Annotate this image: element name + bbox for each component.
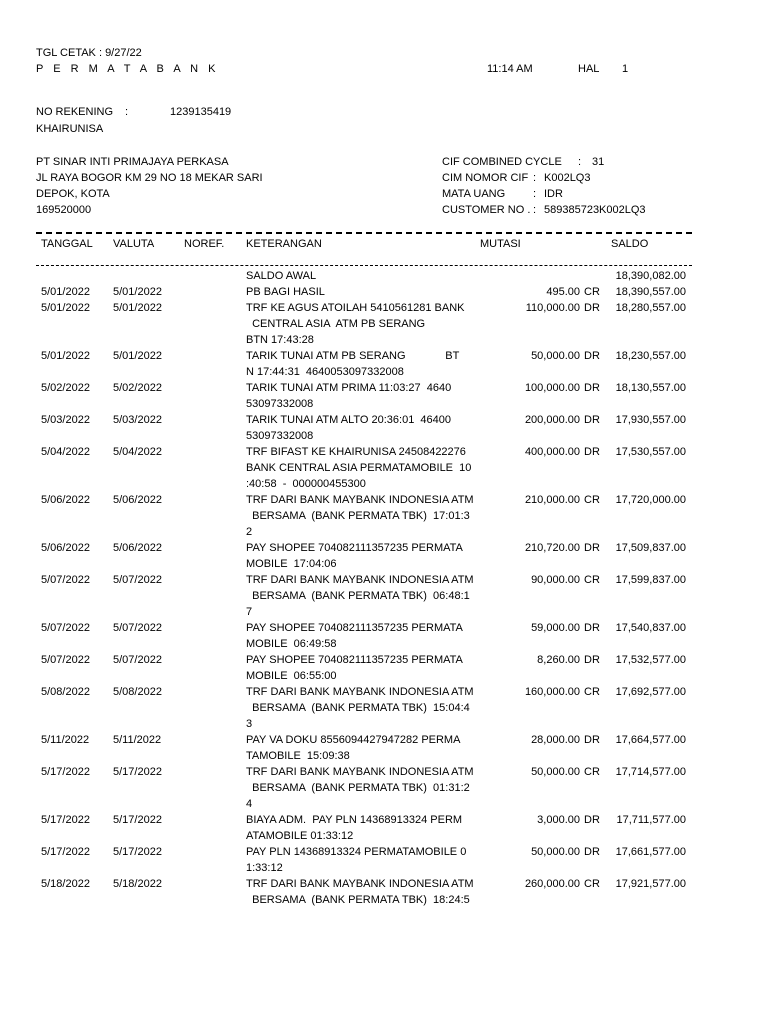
tanggal-cell: 5/17/2022 [41, 766, 90, 778]
tanggal-cell: 5/17/2022 [41, 814, 90, 826]
saldo-cell: 18,130,557.00 [615, 382, 686, 394]
keterangan-line: MOBILE 17:04:06 [246, 558, 337, 570]
transaction-row [0, 876, 768, 908]
transaction-row [0, 444, 768, 492]
keterangan-line: BIAYA ADM. PAY PLN 14368913324 PERM [246, 814, 463, 826]
keterangan-line: 3 [246, 718, 253, 730]
mutasi-amount-cell: 3,000.00 [537, 814, 580, 826]
account-number-separator: : [125, 106, 129, 118]
keterangan-line: BANK CENTRAL ASIA PERMATAMOBILE 10 [246, 462, 472, 474]
keterangan-line: TRF DARI BANK MAYBANK INDONESIA ATM [246, 878, 474, 890]
mutasi-amount-cell: 210,720.00 [524, 542, 580, 554]
cim-value: K002LQ3 [544, 172, 591, 184]
mutasi-type-cell: DR [584, 542, 600, 554]
account-number-label: NO REKENING [36, 106, 114, 118]
mutasi-type-cell: DR [584, 350, 600, 362]
page-label: HAL [578, 63, 600, 75]
saldo-cell: 17,540,837.00 [615, 622, 686, 634]
mutasi-amount-cell: 59,000.00 [531, 622, 580, 634]
customer-number-value: 589385723K002LQ3 [544, 204, 646, 216]
keterangan-line: BERSAMA (BANK PERMATA TBK) 15:04:4 [246, 702, 470, 714]
saldo-cell: 17,661,577.00 [615, 846, 686, 858]
mutasi-type-cell: DR [584, 814, 600, 826]
valuta-cell: 5/03/2022 [113, 414, 162, 426]
mutasi-type-cell: DR [584, 382, 600, 394]
keterangan-cell [246, 268, 468, 284]
keterangan-line: MOBILE 06:49:58 [246, 638, 337, 650]
valuta-cell: 5/06/2022 [113, 494, 162, 506]
valuta-cell: 5/17/2022 [113, 814, 162, 826]
mutasi-type-cell: CR [584, 686, 600, 698]
mutasi-type-cell: DR [584, 734, 600, 746]
column-header-mutasi: MUTASI [480, 238, 521, 250]
keterangan-cell [246, 540, 468, 572]
valuta-cell: 5/01/2022 [113, 302, 162, 314]
transaction-row [0, 380, 768, 412]
keterangan-line: TAMOBILE 15:09:38 [246, 750, 350, 762]
valuta-cell: 5/02/2022 [113, 382, 162, 394]
mutasi-amount-cell: 90,000.00 [531, 574, 580, 586]
transaction-row [0, 412, 768, 444]
keterangan-line: BTN 17:43:28 [246, 334, 314, 346]
mutasi-type-cell: DR [584, 622, 600, 634]
saldo-cell: 17,530,557.00 [615, 446, 686, 458]
keterangan-cell [246, 492, 474, 540]
saldo-cell: 17,720,000.00 [615, 494, 686, 506]
tanggal-cell: 5/17/2022 [41, 846, 90, 858]
mutasi-amount-cell: 50,000.00 [531, 766, 580, 778]
mutasi-amount-cell: 260,000.00 [524, 878, 580, 890]
keterangan-line: TARIK TUNAI ATM PB SERANG BT [246, 350, 460, 362]
valuta-cell: 5/11/2022 [113, 734, 162, 746]
keterangan-cell [246, 764, 474, 812]
print-time: 11:14 AM [487, 63, 533, 75]
transaction-row [0, 284, 768, 300]
mutasi-amount-cell: 50,000.00 [531, 350, 580, 362]
keterangan-line: MOBILE 06:55:00 [246, 670, 337, 682]
tanggal-cell: 5/06/2022 [41, 494, 90, 506]
keterangan-line: BERSAMA (BANK PERMATA TBK) 06:48:1 [246, 590, 470, 602]
keterangan-line: PAY VA DOKU 8556094427947282 PERMA [246, 734, 461, 746]
keterangan-line: 1:33:12 [246, 862, 283, 874]
transaction-row [0, 652, 768, 684]
mutasi-amount-cell: 160,000.00 [524, 686, 580, 698]
tanggal-cell: 5/07/2022 [41, 574, 90, 586]
keterangan-cell [246, 652, 468, 684]
mutasi-type-cell: CR [584, 766, 600, 778]
keterangan-line: TRF DARI BANK MAYBANK INDONESIA ATM [246, 686, 474, 698]
keterangan-cell [246, 348, 468, 380]
mutasi-amount-cell: 100,000.00 [524, 382, 580, 394]
valuta-cell: 5/08/2022 [113, 686, 162, 698]
keterangan-line: 7 [246, 606, 253, 618]
column-header-noref: NOREF. [184, 238, 225, 250]
keterangan-line: PAY SHOPEE 704082111357235 PERMATA [246, 542, 463, 554]
saldo-cell: 18,390,082.00 [615, 270, 686, 282]
saldo-cell: 17,664,577.00 [615, 734, 686, 746]
currency-label: MATA UANG [442, 188, 506, 200]
company-postal-code: 169520000 [36, 204, 92, 216]
mutasi-amount-cell: 400,000.00 [524, 446, 580, 458]
keterangan-line: BERSAMA (BANK PERMATA TBK) 01:31:2 [246, 782, 470, 794]
transaction-row [0, 492, 768, 540]
mutasi-type-cell: CR [584, 494, 600, 506]
mutasi-amount-cell: 210,000.00 [524, 494, 580, 506]
tanggal-cell: 5/11/2022 [41, 734, 90, 746]
tanggal-cell: 5/08/2022 [41, 686, 90, 698]
keterangan-line: TARIK TUNAI ATM PRIMA 11:03:27 4640 [246, 382, 452, 394]
tanggal-cell: 5/01/2022 [41, 350, 90, 362]
mutasi-amount-cell: 8,260.00 [537, 654, 580, 666]
tanggal-cell: 5/01/2022 [41, 302, 90, 314]
table-header-bottom-rule [36, 265, 692, 266]
transaction-list [0, 268, 768, 908]
saldo-cell: 17,930,557.00 [615, 414, 686, 426]
saldo-cell: 17,532,577.00 [615, 654, 686, 666]
transaction-row [0, 572, 768, 620]
keterangan-line: N 17:44:31 4640053097332008 [246, 366, 404, 378]
mutasi-type-cell: DR [584, 846, 600, 858]
column-header-saldo: SALDO [611, 238, 649, 250]
keterangan-cell [246, 300, 468, 348]
transaction-row [0, 268, 768, 284]
bank-name: P E R M A T A B A N K [36, 63, 219, 75]
company-name: PT SINAR INTI PRIMAJAYA PERKASA [36, 156, 229, 168]
keterangan-line: SALDO AWAL [246, 270, 317, 282]
transaction-row [0, 300, 768, 348]
account-holder-name: KHAIRUNISA [36, 123, 104, 135]
saldo-cell: 17,714,577.00 [615, 766, 686, 778]
keterangan-cell [246, 812, 468, 844]
print-date: TGL CETAK : 9/27/22 [36, 47, 142, 59]
mutasi-amount-cell: 50,000.00 [531, 846, 580, 858]
keterangan-cell [246, 876, 474, 908]
column-header-valuta: VALUTA [113, 238, 155, 250]
keterangan-line: PAY PLN 14368913324 PERMATAMOBILE 0 [246, 846, 467, 858]
keterangan-cell [246, 572, 474, 620]
keterangan-cell [246, 380, 468, 412]
valuta-cell: 5/18/2022 [113, 878, 162, 890]
valuta-cell: 5/07/2022 [113, 622, 162, 634]
mutasi-amount-cell: 28,000.00 [531, 734, 580, 746]
valuta-cell: 5/07/2022 [113, 574, 162, 586]
valuta-cell: 5/17/2022 [113, 846, 162, 858]
table-top-rule [36, 232, 692, 234]
tanggal-cell: 5/06/2022 [41, 542, 90, 554]
valuta-cell: 5/07/2022 [113, 654, 162, 666]
keterangan-line: ATAMOBILE 01:33:12 [246, 830, 354, 842]
keterangan-cell [246, 844, 468, 876]
transaction-row [0, 764, 768, 812]
keterangan-line: BERSAMA (BANK PERMATA TBK) 17:01:3 [246, 510, 470, 522]
valuta-cell: 5/01/2022 [113, 286, 162, 298]
column-header-tanggal: TANGGAL [41, 238, 93, 250]
saldo-cell: 17,599,837.00 [615, 574, 686, 586]
keterangan-line: 53097332008 [246, 430, 314, 442]
account-number-value: 1239135419 [170, 106, 232, 118]
customer-number-label: CUSTOMER NO . [442, 204, 531, 216]
keterangan-line: TARIK TUNAI ATM ALTO 20:36:01 46400 [246, 414, 452, 426]
keterangan-line: PAY SHOPEE 704082111357235 PERMATA [246, 654, 463, 666]
transaction-row [0, 844, 768, 876]
valuta-cell: 5/04/2022 [113, 446, 162, 458]
keterangan-line: 2 [246, 526, 253, 538]
company-address-line2: DEPOK, KOTA [36, 188, 110, 200]
keterangan-cell [246, 444, 472, 492]
mutasi-type-cell: DR [584, 414, 600, 426]
keterangan-line: TRF KE AGUS ATOILAH 5410561281 BANK [246, 302, 465, 314]
transaction-row [0, 684, 768, 732]
transaction-row [0, 620, 768, 652]
mutasi-type-cell: CR [584, 878, 600, 890]
valuta-cell: 5/01/2022 [113, 350, 162, 362]
mutasi-amount-cell: 495.00 [546, 286, 580, 298]
keterangan-cell [246, 284, 468, 300]
keterangan-cell [246, 412, 468, 444]
tanggal-cell: 5/03/2022 [41, 414, 90, 426]
cim-separator: : [533, 172, 537, 184]
column-header-keterangan: KETERANGAN [246, 238, 322, 250]
saldo-cell: 17,692,577.00 [615, 686, 686, 698]
mutasi-type-cell: DR [584, 654, 600, 666]
valuta-cell: 5/06/2022 [113, 542, 162, 554]
saldo-cell: 18,230,557.00 [615, 350, 686, 362]
keterangan-cell [246, 620, 468, 652]
keterangan-line: 4 [246, 798, 253, 810]
tanggal-cell: 5/04/2022 [41, 446, 90, 458]
tanggal-cell: 5/02/2022 [41, 382, 90, 394]
page-number: 1 [622, 63, 629, 75]
transaction-row [0, 732, 768, 764]
mutasi-amount-cell: 200,000.00 [524, 414, 580, 426]
mutasi-amount-cell: 110,000.00 [525, 302, 580, 314]
cif-combined-cycle-label: CIF COMBINED CYCLE [442, 156, 562, 168]
keterangan-line: 53097332008 [246, 398, 314, 410]
valuta-cell: 5/17/2022 [113, 766, 162, 778]
cif-combined-cycle-separator: : [578, 156, 582, 168]
saldo-cell: 17,711,577.00 [616, 814, 686, 826]
customer-number-separator: : [533, 204, 537, 216]
tanggal-cell: 5/18/2022 [41, 878, 90, 890]
saldo-cell: 17,921,577.00 [615, 878, 686, 890]
cim-label: CIM NOMOR CIF [442, 172, 529, 184]
cif-combined-cycle-value: 31 [592, 156, 605, 168]
mutasi-type-cell: CR [584, 574, 600, 586]
tanggal-cell: 5/01/2022 [41, 286, 90, 298]
transaction-row [0, 812, 768, 844]
keterangan-line: TRF DARI BANK MAYBANK INDONESIA ATM [246, 494, 474, 506]
currency-value: IDR [544, 188, 563, 200]
keterangan-line: :40:58 - 000000455300 [246, 478, 366, 490]
tanggal-cell: 5/07/2022 [41, 622, 90, 634]
transaction-row [0, 348, 768, 380]
mutasi-type-cell: DR [584, 446, 600, 458]
mutasi-type-cell: DR [584, 302, 600, 314]
keterangan-line: TRF BIFAST KE KHAIRUNISA 24508422276 [246, 446, 466, 458]
currency-separator: : [533, 188, 537, 200]
keterangan-line: PAY SHOPEE 704082111357235 PERMATA [246, 622, 463, 634]
keterangan-cell [246, 732, 468, 764]
keterangan-cell [246, 684, 474, 732]
keterangan-line: PB BAGI HASIL [246, 286, 325, 298]
saldo-cell: 17,509,837.00 [615, 542, 686, 554]
saldo-cell: 18,280,557.00 [615, 302, 686, 314]
transaction-row [0, 540, 768, 572]
keterangan-line: CENTRAL ASIA ATM PB SERANG [246, 318, 426, 330]
tanggal-cell: 5/07/2022 [41, 654, 90, 666]
keterangan-line: TRF DARI BANK MAYBANK INDONESIA ATM [246, 766, 474, 778]
keterangan-line: TRF DARI BANK MAYBANK INDONESIA ATM [246, 574, 474, 586]
keterangan-line: BERSAMA (BANK PERMATA TBK) 18:24:5 [246, 894, 470, 906]
mutasi-type-cell: CR [584, 286, 600, 298]
company-address-line1: JL RAYA BOGOR KM 29 NO 18 MEKAR SARI [36, 172, 263, 184]
saldo-cell: 18,390,557.00 [615, 286, 686, 298]
